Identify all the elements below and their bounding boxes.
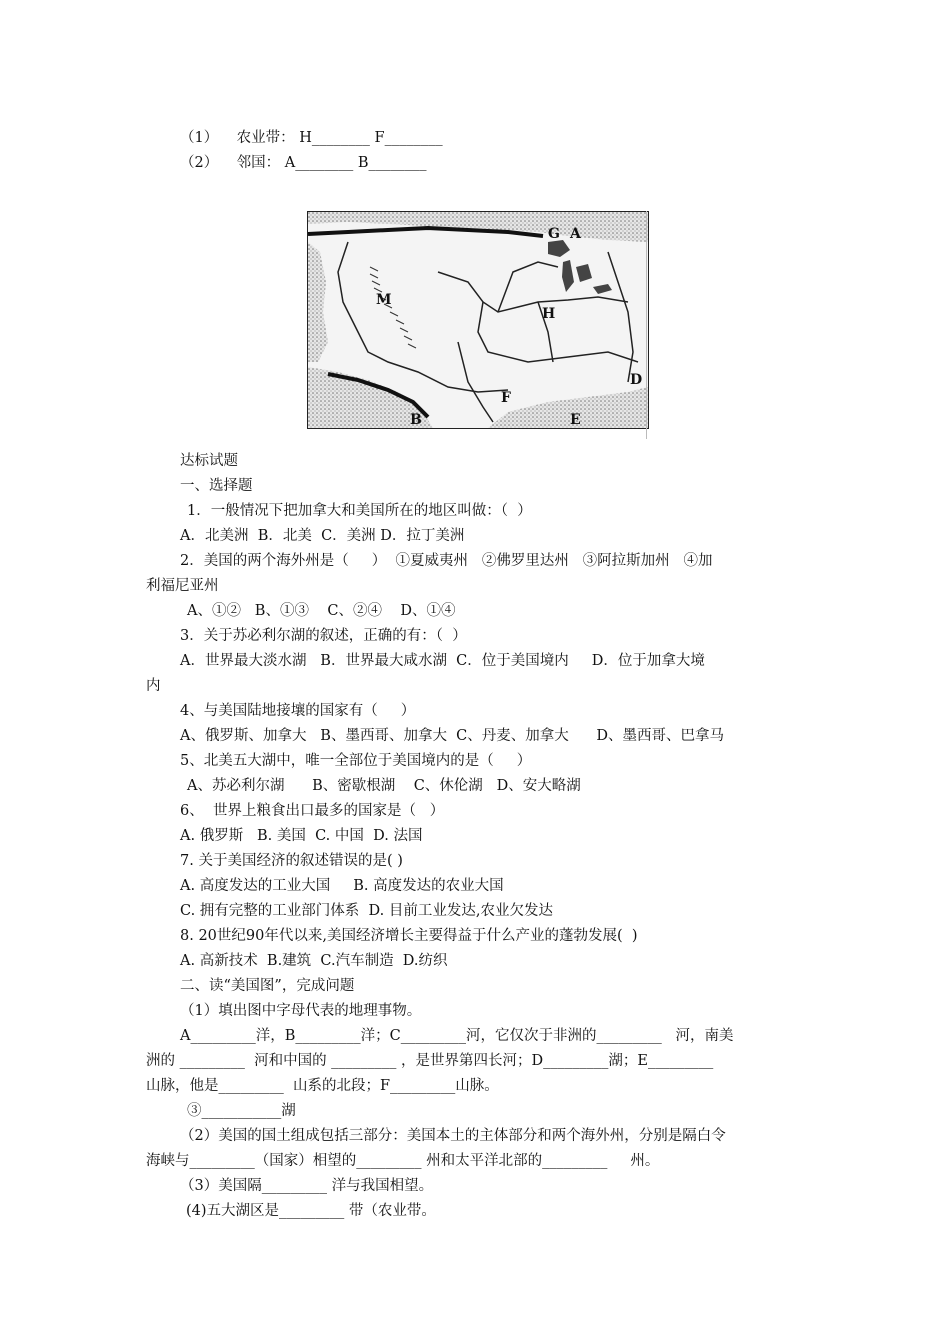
- part-two-heading: 二、读“美国图”，完成问题: [180, 978, 355, 994]
- q5-options: A、苏必利尔湖 B、密歇根湖 C、休伦湖 D、安大略湖: [187, 778, 581, 794]
- q2-stem-cont: 利福尼亚州: [146, 578, 219, 594]
- map-label-m: M: [376, 292, 392, 308]
- gulf-region: [488, 387, 648, 428]
- fill-2-line-2: 海峡与_________（国家）相望的_________ 州和太平洋北部的_________ 州。: [146, 1153, 660, 1169]
- canada-region: [308, 212, 648, 242]
- q8-options: A. 高新技术 B.建筑 C.汽车制造 D.纺织: [180, 953, 448, 969]
- usa-map: [307, 211, 649, 429]
- q6-stem: 6、 世界上粮食出口最多的国家是（ ）: [180, 803, 445, 819]
- fill-1-intro: （1）填出图中字母代表的地理事物。: [180, 1003, 422, 1019]
- q3-options: A．世界最大淡水湖 B．世界最大咸水湖 C．位于美国境内 D．位于加拿大境: [180, 653, 705, 669]
- fill-1-line-4: ③___________湖: [187, 1103, 296, 1119]
- q1-stem: 1．一般情况下把加拿大和美国所在的地区叫做：（ ）: [187, 503, 532, 519]
- q2-options: A、①② B、①③ C、②④ D、①④: [187, 603, 456, 619]
- lake-huron: [576, 264, 592, 282]
- fill-1-line-1: A_________洋，B_________洋；C_________河，它仅次于非洲的_________ 河，南美: [180, 1028, 734, 1044]
- q5-stem: 5、北美五大湖中，唯一全部位于美国境内的是（ ）: [180, 753, 532, 769]
- atlantic-coast: [608, 252, 633, 382]
- q3-options-cont: 内: [146, 678, 161, 694]
- q3-stem: 3．关于苏必利尔湖的叙述，正确的有：（ ）: [180, 628, 467, 644]
- map-label-a: A: [570, 226, 581, 242]
- map-label-d: D: [630, 372, 643, 388]
- region-outline-west: [338, 242, 508, 392]
- question-2-neighbors: （2） 邻国： A________ B________: [180, 155, 427, 171]
- q7-stem: 7. 关于美国经济的叙述错误的是( ): [180, 853, 403, 869]
- fill-1-line-3: 山脉，他是_________ 山系的北段；F_________山脉。: [146, 1078, 499, 1094]
- map-label-e: E: [570, 412, 581, 428]
- part-one-heading: 一、选择题: [180, 478, 253, 494]
- usa-map-drawing: [308, 212, 648, 428]
- river-line: [458, 342, 493, 422]
- q7-options-cd: C. 拥有完整的工业部门体系 D. 目前工业发达,农业欠发达: [180, 903, 553, 919]
- fill-1-line-2: 洲的 _________ 河和中国的 _________ ，是世界第四长河；D_________湖；E_________: [146, 1053, 714, 1069]
- section-title: 达标试题: [180, 453, 238, 469]
- map-right-rule: [646, 211, 647, 439]
- map-label-g: G: [548, 226, 560, 242]
- fill-4: (4)五大湖区是_________ 带（农业带。: [186, 1203, 436, 1219]
- map-label-h: H: [542, 306, 556, 322]
- q4-stem: 4、与美国陆地接壤的国家有（ ）: [180, 703, 416, 719]
- lake-michigan: [562, 260, 574, 292]
- map-label-b: B: [410, 412, 422, 428]
- q1-options: A．北美洲 B．北美 C．美洲 D．拉丁美洲: [180, 528, 465, 544]
- fill-3: （3）美国隔_________ 洋与我国相望。: [180, 1178, 434, 1194]
- fill-2-line-1: （2）美国的国土组成包括三部分：美国本土的主体部分和两个海外州，分别是隔白令: [180, 1128, 726, 1144]
- q2-stem: 2．美国的两个海外州是（ ） ①夏威夷州 ②佛罗里达州 ③阿拉斯加州 ④加: [180, 553, 713, 569]
- q8-stem: 8. 20世纪90年代以来,美国经济增长主要得益于什么产业的蓬勃发展( ): [180, 928, 638, 944]
- q4-options: A、俄罗斯、加拿大 B、墨西哥、加拿大 C、丹麦、加拿大 D、墨西哥、巴拿马: [180, 728, 725, 744]
- question-1-agri-belt: （1） 农业带： H________ F________: [180, 130, 443, 146]
- lake-erie: [593, 284, 612, 294]
- q6-options: A. 俄罗斯 B. 美国 C. 中国 D. 法国: [180, 828, 423, 844]
- pacific-coast: [308, 242, 328, 362]
- q7-options-ab: A. 高度发达的工业大国 B. 高度发达的农业大国: [180, 878, 504, 894]
- lake-superior: [548, 240, 570, 257]
- map-label-f: F: [501, 390, 511, 406]
